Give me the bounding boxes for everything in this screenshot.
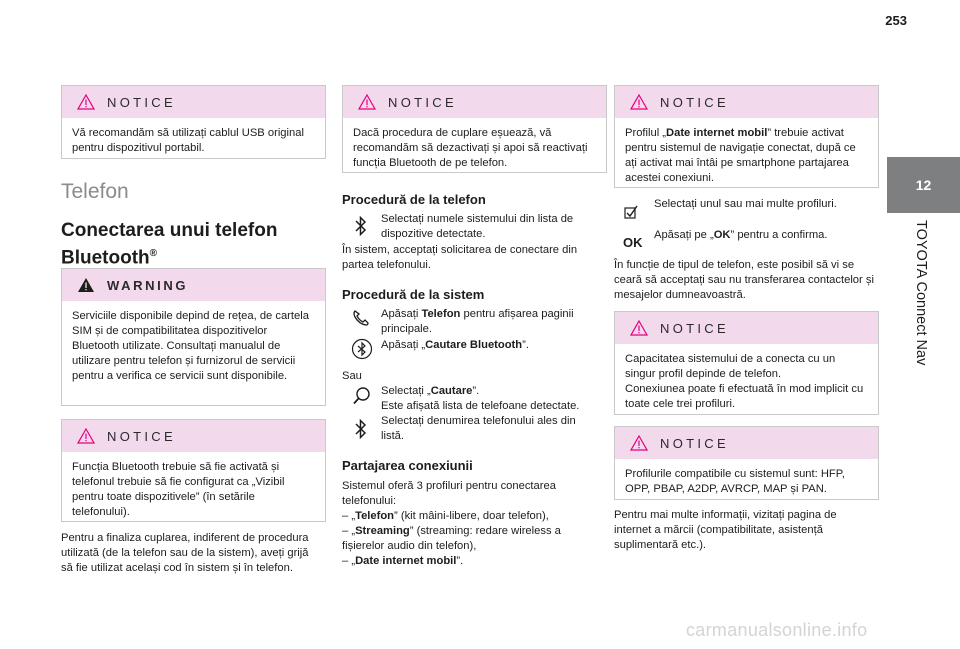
notice-title: NOTICE [107,94,176,110]
notice-box [61,85,326,159]
notice-text: Capacitatea sistemului de a conecta cu un singur profil depinde de telefon. Conexiunea poate fi efectuată în mod implicit cu toate cele trei profiluri. [625,353,864,410]
notice-text: Profilurile compatibile cu sistemul sunt: HFP, OPP, PBAP, A2DP, AVRCP, MAP și PAN. [625,468,845,495]
paragraph-more-info: Pentru mai multe informații, vizitați pagina de internet a mărcii (compatibilitate, asistență suplimentară etc.). [614,509,837,551]
list-item-bold: Streaming [355,525,410,537]
notice-title: NOTICE [660,320,729,336]
heading-phone-procedure: Procedură de la telefon [342,192,486,207]
step-text-bold: Telefon [421,308,461,320]
list-item-text: – „ [342,525,356,537]
notice-text-bold: Date internet mobil [666,127,768,139]
pairing-paragraph: Pentru a finaliza cuplarea, indiferent de procedura utilizată (de la telefon sau de la sistem), aveți grijă să fie utilizat același cod în sistem și în telefon. [61,532,309,574]
search-icon [352,386,372,406]
notice-box [342,85,607,173]
select-profiles: Selectați unul sau mai multe profiluri. [654,198,837,210]
list-item [342,524,604,554]
step-text: Apăsați [381,308,422,320]
notice-title: NOTICE [388,94,457,110]
warning-triangle-icon [77,277,95,293]
list-item-text: – „ [342,510,356,522]
list-item [342,509,604,524]
notice-title: NOTICE [660,94,729,110]
system-step-3 [381,384,601,414]
checkbox-icon [624,205,638,219]
ok-icon: OK [623,235,643,250]
step-text: Selectați „ [381,385,431,397]
notice-box [614,426,879,500]
step-text: pentru afișarea paginii principale. [381,308,574,335]
list-item-text: ”. [456,555,464,567]
list-item-text: – „ [342,555,356,567]
main-heading [61,219,277,269]
warning-text: Serviciile disponibile depind de rețea, de cartela SIM și de compatibilitatea dispozitivelor Bluetooth utilizate. Consultați manualul de utilizare pentru telefon și furnizorul de servicii pentru a verifica ce servicii sunt disponibile. [72,310,309,382]
warning-triangle-icon [630,320,648,336]
notice-text-part: ” trebuie activat pentru sistemul de navigație conectat, după ce ați activat mai întâi pe smartphone partajarea acestei conexiuni. [625,127,856,184]
warning-triangle-icon [77,428,95,444]
heading-system-procedure: Procedură de la sistem [342,287,485,302]
step-text: Este afișată lista de telefoane detectate. [381,400,580,412]
step-text: Apăsați pe „ [654,229,714,241]
bluetooth-icon [355,418,367,440]
phone-handset-icon [352,309,370,327]
list-item-text: ” (streaming: redare wireless a fișierelor audio din telefon), [342,525,561,552]
phone-step: Selectați numele sistemului din lista de dispozitive detectate. [381,213,574,240]
step-text: ”. [522,339,529,351]
phone-accept: În sistem, acceptați solicitarea de conectare din partea telefonului. [342,244,578,271]
notice-text: Dacă procedura de cuplare eșuează, vă recomandăm să dezactivați și apoi să reactivați funcția Bluetooth de pe telefon. [353,127,588,169]
step-text: Apăsați „ [381,339,426,351]
notice-text [615,118,878,194]
warning-box [61,268,326,406]
notice-text: Funcția Bluetooth trebuie să fie activată și telefonul trebuie să fie configurat ca „Vizibil pentru toate dispozitivele” (în setările telefonului). [72,461,285,518]
press-ok [654,228,876,243]
bluetooth-search-icon [351,338,373,360]
sharing-intro: Sistemul oferă 3 profiluri pentru conectarea telefonului: [342,480,556,507]
list-item-text: ” (kit mâini-libere, doar telefon), [394,510,549,522]
system-step-1 [381,307,601,337]
registered-mark: ® [149,248,158,259]
system-step-2 [381,338,601,353]
warning-triangle-icon [630,435,648,451]
notice-text: Vă recomandăm să utilizați cablul USB original pentru dispozitivul portabil. [72,127,304,154]
notice-text-part: Profilul „ [625,127,667,139]
or-text: Sau [342,370,362,382]
notice-title: NOTICE [107,428,176,444]
section-title: Telefon [61,180,129,203]
step-text: ” pentru a confirma. [730,229,828,241]
list-item [342,554,604,569]
main-heading-line1: Conectarea unui telefon [61,220,278,241]
bluetooth-icon [355,215,367,237]
step-text-bold: OK [713,229,731,241]
sharing-list [342,509,604,569]
warning-triangle-icon [77,94,95,110]
notice-box [614,311,879,415]
heading-connection-sharing: Partajarea conexiunii [342,458,473,473]
list-item-bold: Date internet mobil [355,555,457,567]
notice-box [61,419,326,522]
warning-title: WARNING [107,277,189,293]
chapter-label: TOYOTA Connect Nav [913,220,929,366]
step-text-bold: Cautare [430,385,473,397]
paragraph-contacts: În funcție de tipul de telefon, este posibil să vi se ceară să acceptați sau nu transferarea contactelor și mesajelor dumneavoastră. [614,259,874,301]
watermark: carmanualsonline.info [686,620,868,640]
step-text-bold: Cautare Bluetooth [425,339,523,351]
notice-box [614,85,879,188]
notice-title: NOTICE [660,435,729,451]
warning-triangle-icon [358,94,376,110]
main-heading-line2: Bluetooth [61,247,150,269]
chapter-tab[interactable]: 12 [887,157,960,213]
warning-triangle-icon [630,94,648,110]
list-item-bold: Telefon [355,510,395,522]
page-number: 253 [885,13,907,28]
step-text: ”. [472,385,480,397]
system-step-4: Selectați denumirea telefonului ales din listă. [381,415,576,442]
